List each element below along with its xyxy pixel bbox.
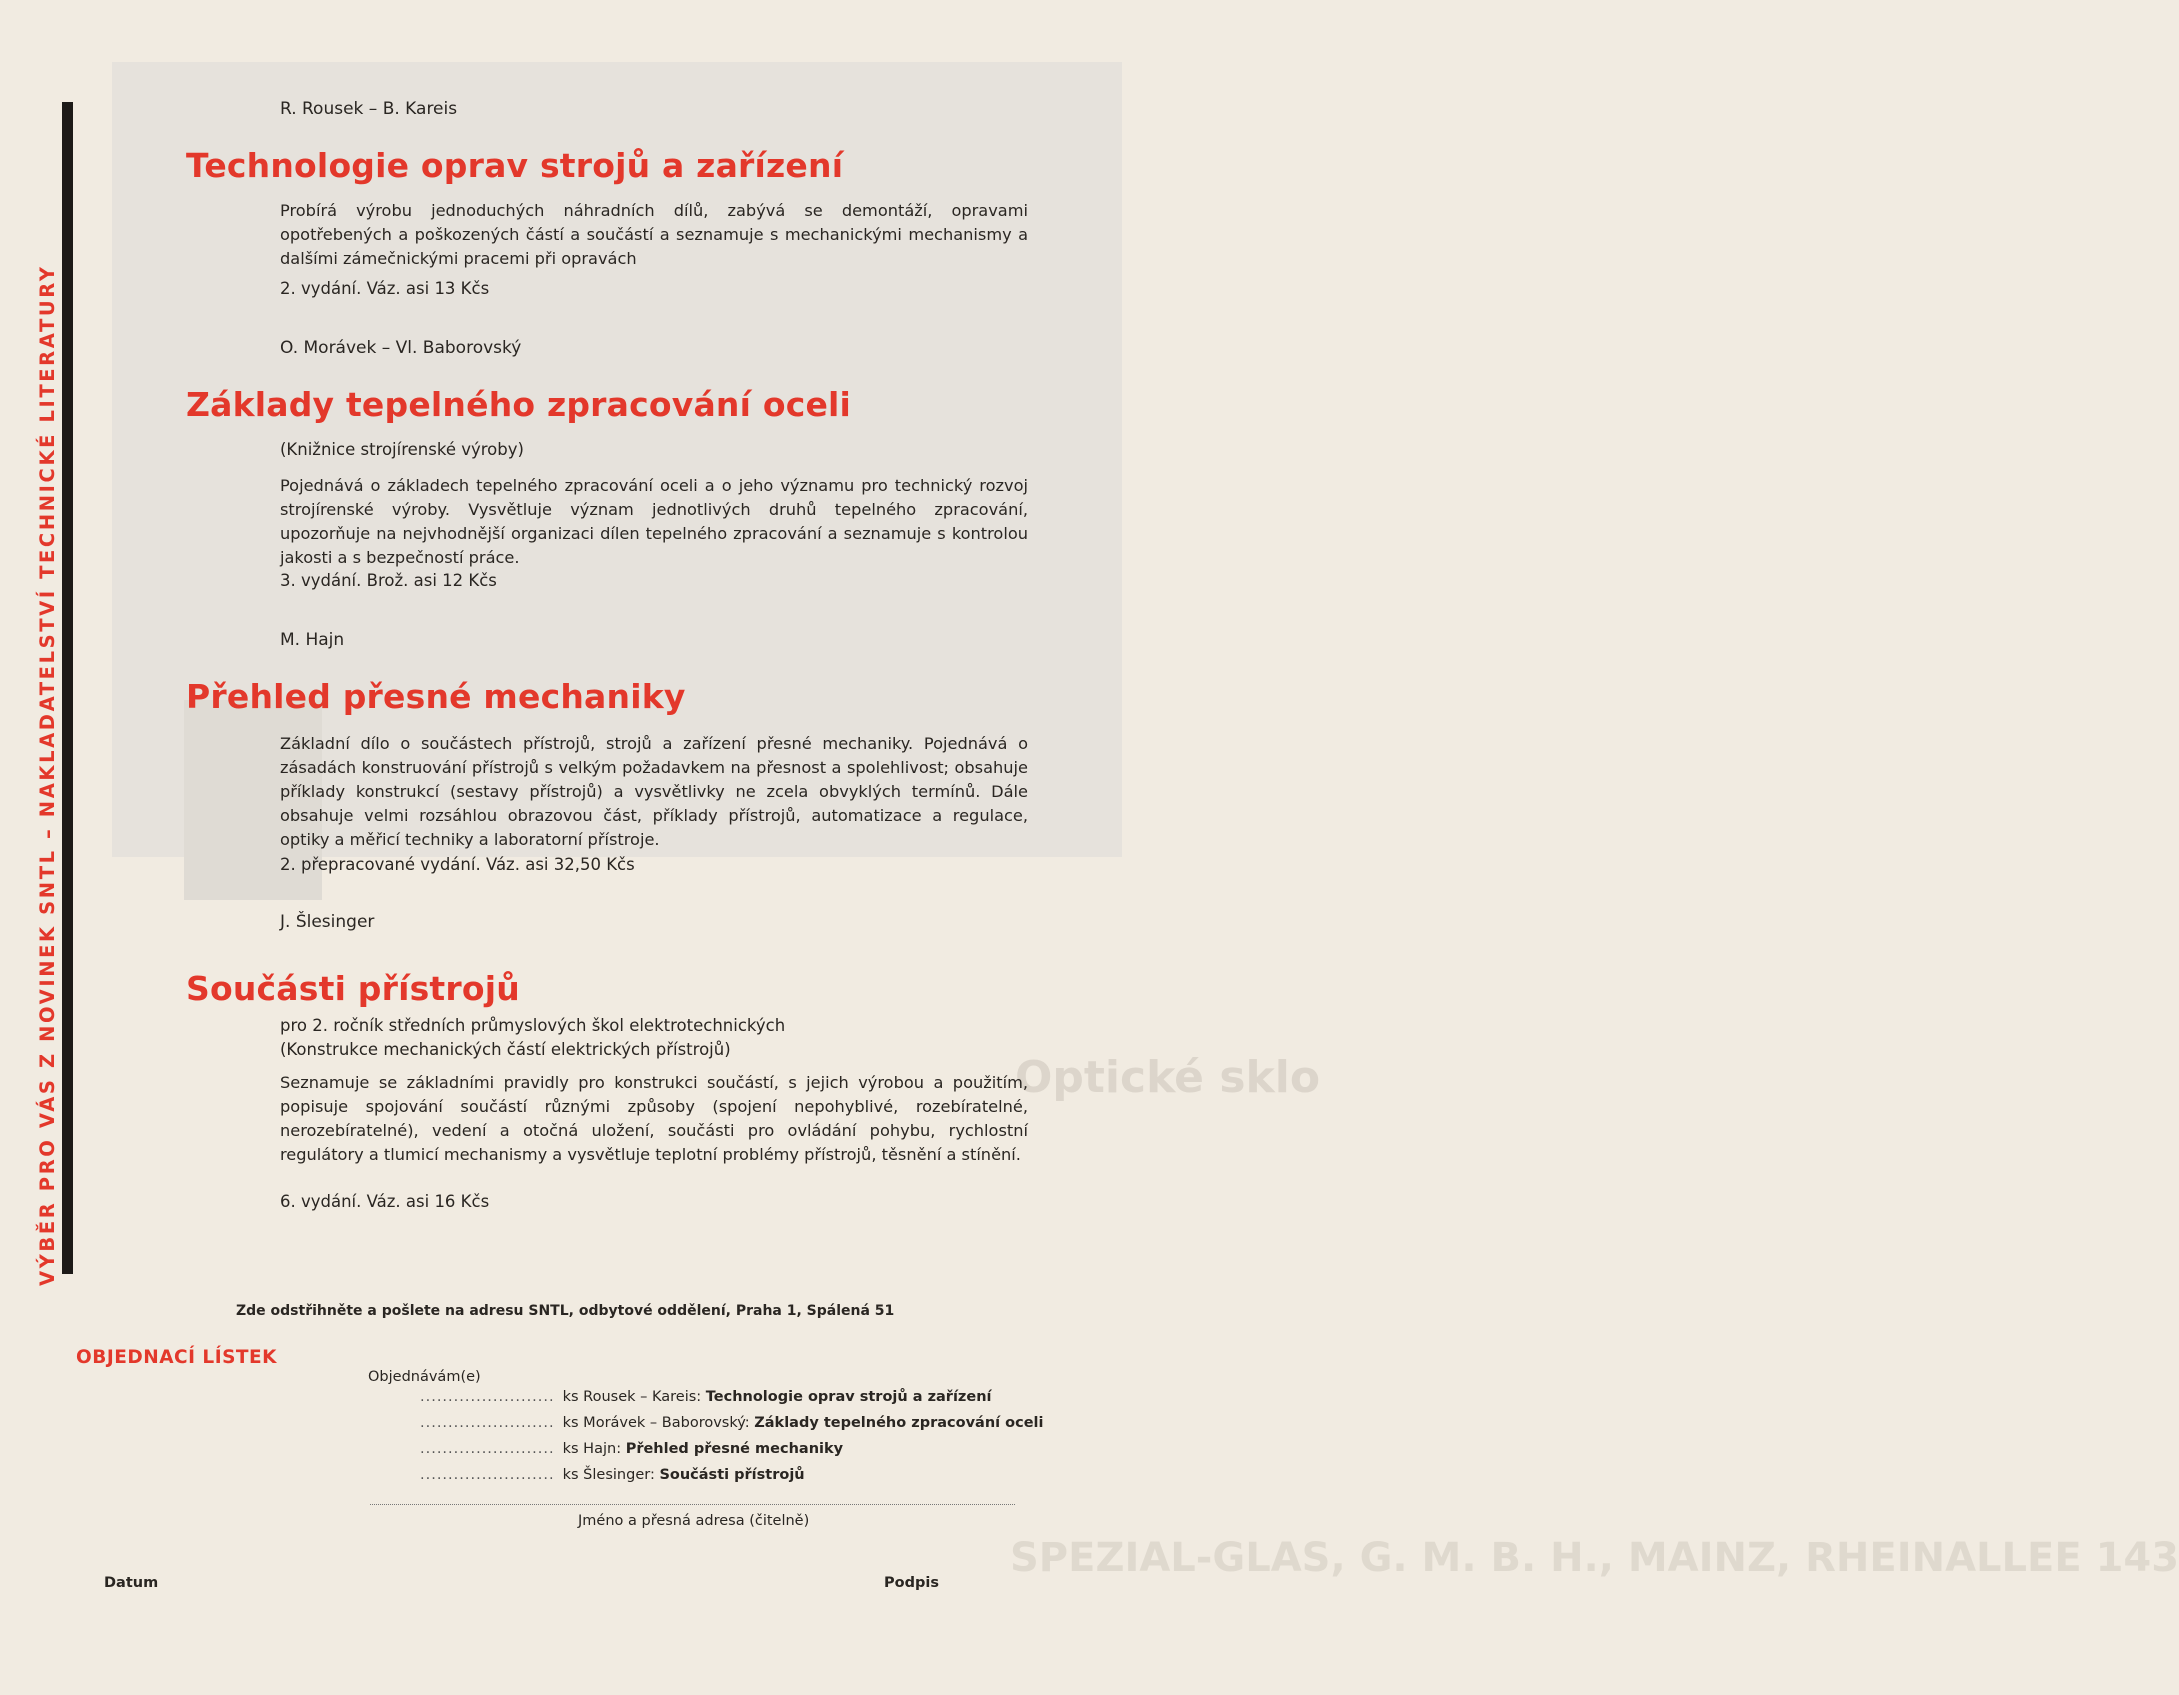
book-description: Základní dílo o součástech přístrojů, strojů a zařízení přesné mechaniky. Pojednává o zásadách konstruování přístrojů s velkým požadavkem na přesnost a spolehlivost; obsahuje příklady konstrukcí (sestavy přístrojů) a vysvětlivky ne zcela obvyklých termínů. Dále obsahuje velmi rozsáhlou obrazovou část, příklady přístrojů, automatizace a regulace, optiky a měřicí techniky a laboratorní přístroje. (280, 734, 1028, 849)
order-line-prefix: ks Hajn: (562, 1441, 626, 1457)
book-description: Pojednává o základech tepelného zpracování oceli a o jeho významu pro technický rozvoj strojírenské výroby. Vysvětluje význam jednotlivých druhů tepelného zpracování, upozorňuje na nejvhodnější organizaci dílen tepelného zpracování a seznamuje s kontrolou jakosti a s bezpečností práce. (280, 476, 1028, 567)
book-edition: 2. přepracované vydání. Váz. asi 32,50 Kčs (280, 855, 635, 874)
order-form-title: OBJEDNACÍ LÍSTEK (76, 1347, 277, 1368)
quantity-field[interactable]: ........................ (420, 1467, 555, 1483)
book-subtitle: (Knižnice strojírenské výroby) (280, 440, 524, 459)
book-author: J. Šlesinger (280, 912, 375, 932)
order-line-title: Součásti přístrojů (659, 1467, 805, 1483)
sidebar-bar (62, 102, 73, 1274)
order-line-title: Základy tepelného zpracování oceli (754, 1415, 1044, 1431)
order-line[interactable] (420, 1415, 1044, 1431)
order-line-prefix: ks Šlesinger: (562, 1467, 660, 1483)
name-address-field[interactable] (370, 1504, 1015, 1505)
order-line[interactable] (420, 1441, 843, 1457)
book-title: Základy tepelného zpracování oceli (186, 385, 852, 424)
order-line[interactable] (420, 1467, 805, 1483)
book-title: Součásti přístrojů (186, 969, 520, 1008)
cut-instruction: Zde odstřihněte a pošlete na adresu SNTL, odbytové oddělení, Praha 1, Spálená 51 (236, 1303, 895, 1319)
order-line-title: Přehled přesné mechaniky (625, 1441, 844, 1457)
order-line-prefix: ks Morávek – Baborovský: (562, 1415, 755, 1431)
book-author: M. Hajn (280, 630, 345, 650)
ghost-heading: Optické sklo (1015, 1052, 1321, 1103)
book-description: Seznamuje se základními pravidly pro konstrukci součástí, s jejich výrobou a použitím, popisuje spojování součástí různými způsoby (spojení nepohyblivé, rozebíratelné, nerozebíratelné), vedení a otočná uložení, součásti pro ovládání pohybu, rychlostní regulátory a tlumicí mechanismy a vysvětluje teplotní problémy přístrojů, těsnění a stínění. (280, 1073, 1028, 1164)
quantity-field[interactable]: ........................ (420, 1415, 555, 1431)
book-edition: 6. vydání. Váz. asi 16 Kčs (280, 1192, 490, 1211)
order-line[interactable] (420, 1389, 992, 1405)
book-edition: 3. vydání. Brož. asi 12 Kčs (280, 571, 497, 590)
book-description: Probírá výrobu jednoduchých náhradních dílů, zabývá se demontáží, opravami opotřebených a poškozených částí a součástí a seznamuje s mechanickými mechanismy a dalšími zámečnickými pracemi při opravách (280, 201, 1028, 268)
name-address-label: Jméno a přesná adresa (čitelně) (578, 1513, 810, 1529)
book-title: Technologie oprav strojů a zařízení (186, 146, 844, 185)
book-subtitle: (Konstrukce mechanických částí elektrických přístrojů) (280, 1040, 731, 1059)
ghost-footer: SPEZIAL-GLAS, G. M. B. H., MAINZ, RHEINALLEE 143 (1010, 1535, 2179, 1581)
signature-label: Podpis (884, 1575, 939, 1591)
order-label: Objednávám(e) (368, 1369, 481, 1385)
book-subtitle: pro 2. ročník středních průmyslových škol elektrotechnických (280, 1016, 786, 1035)
book-edition: 2. vydání. Váz. asi 13 Kčs (280, 279, 490, 298)
sidebar-banner: VÝBĚR PRO VÁS Z NOVINEK SNTL – NAKLADATELSTVÍ TECHNICKÉ LITERATURY (36, 264, 59, 1286)
quantity-field[interactable]: ........................ (420, 1441, 555, 1457)
date-label: Datum (104, 1575, 159, 1591)
book-title: Přehled přesné mechaniky (186, 677, 686, 716)
order-line-title: Technologie oprav strojů a zařízení (705, 1389, 992, 1405)
book-author: R. Rousek – B. Kareis (280, 99, 458, 119)
book-author: O. Morávek – Vl. Baborovský (280, 338, 522, 358)
order-line-prefix: ks Rousek – Kareis: (562, 1389, 706, 1405)
quantity-field[interactable]: ........................ (420, 1389, 555, 1405)
